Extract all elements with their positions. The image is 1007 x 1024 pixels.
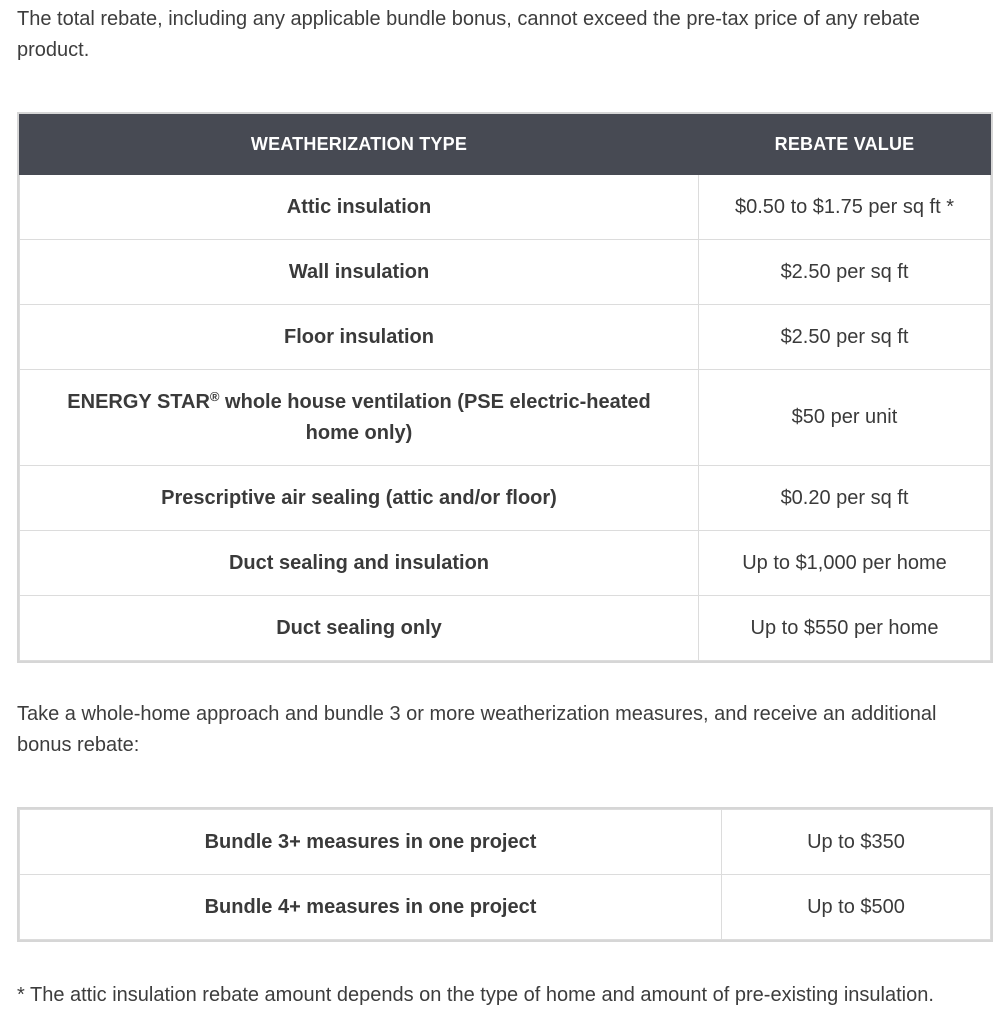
rebate-value-cell: $0.20 per sq ft — [699, 466, 991, 531]
weatherization-type-cell: Duct sealing only — [20, 596, 699, 661]
intro-paragraph: The total rebate, including any applicable bundle bonus, cannot exceed the pre-tax price of any rebate product. — [17, 8, 920, 61]
table-row — [20, 596, 991, 661]
rebate-value-cell: $2.50 per sq ft — [699, 240, 991, 305]
rebate-value-cell: Up to $550 per home — [699, 596, 991, 661]
table-row — [20, 305, 991, 370]
table-row — [20, 175, 991, 240]
weatherization-type-cell: Attic insulation — [20, 175, 699, 240]
bundle-bonus-table — [19, 809, 991, 940]
table-row — [20, 875, 991, 940]
weatherization-type-cell: Wall insulation — [20, 240, 699, 305]
table-row — [20, 810, 991, 875]
table-row — [20, 240, 991, 305]
rebate-value-cell: $2.50 per sq ft — [699, 305, 991, 370]
ventilation-description: whole house ventilation (PSE electric-heated home only) — [219, 390, 651, 444]
bundle-paragraph: Take a whole-home approach and bundle 3 or more weatherization measures, and receive an additional bonus rebate: — [17, 703, 937, 756]
weatherization-type-cell: Prescriptive air sealing (attic and/or floor) — [20, 466, 699, 531]
rebate-value-cell: Up to $1,000 per home — [699, 531, 991, 596]
rebate-value-cell: $50 per unit — [699, 370, 991, 466]
weatherization-type-cell: Floor insulation — [20, 305, 699, 370]
registered-mark: ® — [209, 388, 220, 404]
table-header-row — [20, 115, 991, 175]
bundle-type-cell: Bundle 4+ measures in one project — [20, 875, 722, 940]
bonus-value-cell: Up to $500 — [722, 875, 991, 940]
bundle-type-cell: Bundle 3+ measures in one project — [20, 810, 722, 875]
rebate-value-cell: $0.50 to $1.75 per sq ft * — [699, 175, 991, 240]
table-row — [20, 466, 991, 531]
table-row — [20, 370, 991, 466]
weatherization-type-cell: Duct sealing and insulation — [20, 531, 699, 596]
weatherization-type-cell — [20, 370, 699, 466]
footnote: * The attic insulation rebate amount depends on the type of home and amount of pre-existing insulation. — [17, 984, 934, 1006]
bonus-value-cell: Up to $350 — [722, 810, 991, 875]
column-header-weatherization-type: WEATHERIZATION TYPE — [20, 115, 699, 175]
table-row — [20, 531, 991, 596]
weatherization-rebate-table — [19, 114, 991, 661]
energy-star-label: ENERGY STAR — [67, 390, 210, 413]
column-header-rebate-value: REBATE VALUE — [699, 115, 991, 175]
